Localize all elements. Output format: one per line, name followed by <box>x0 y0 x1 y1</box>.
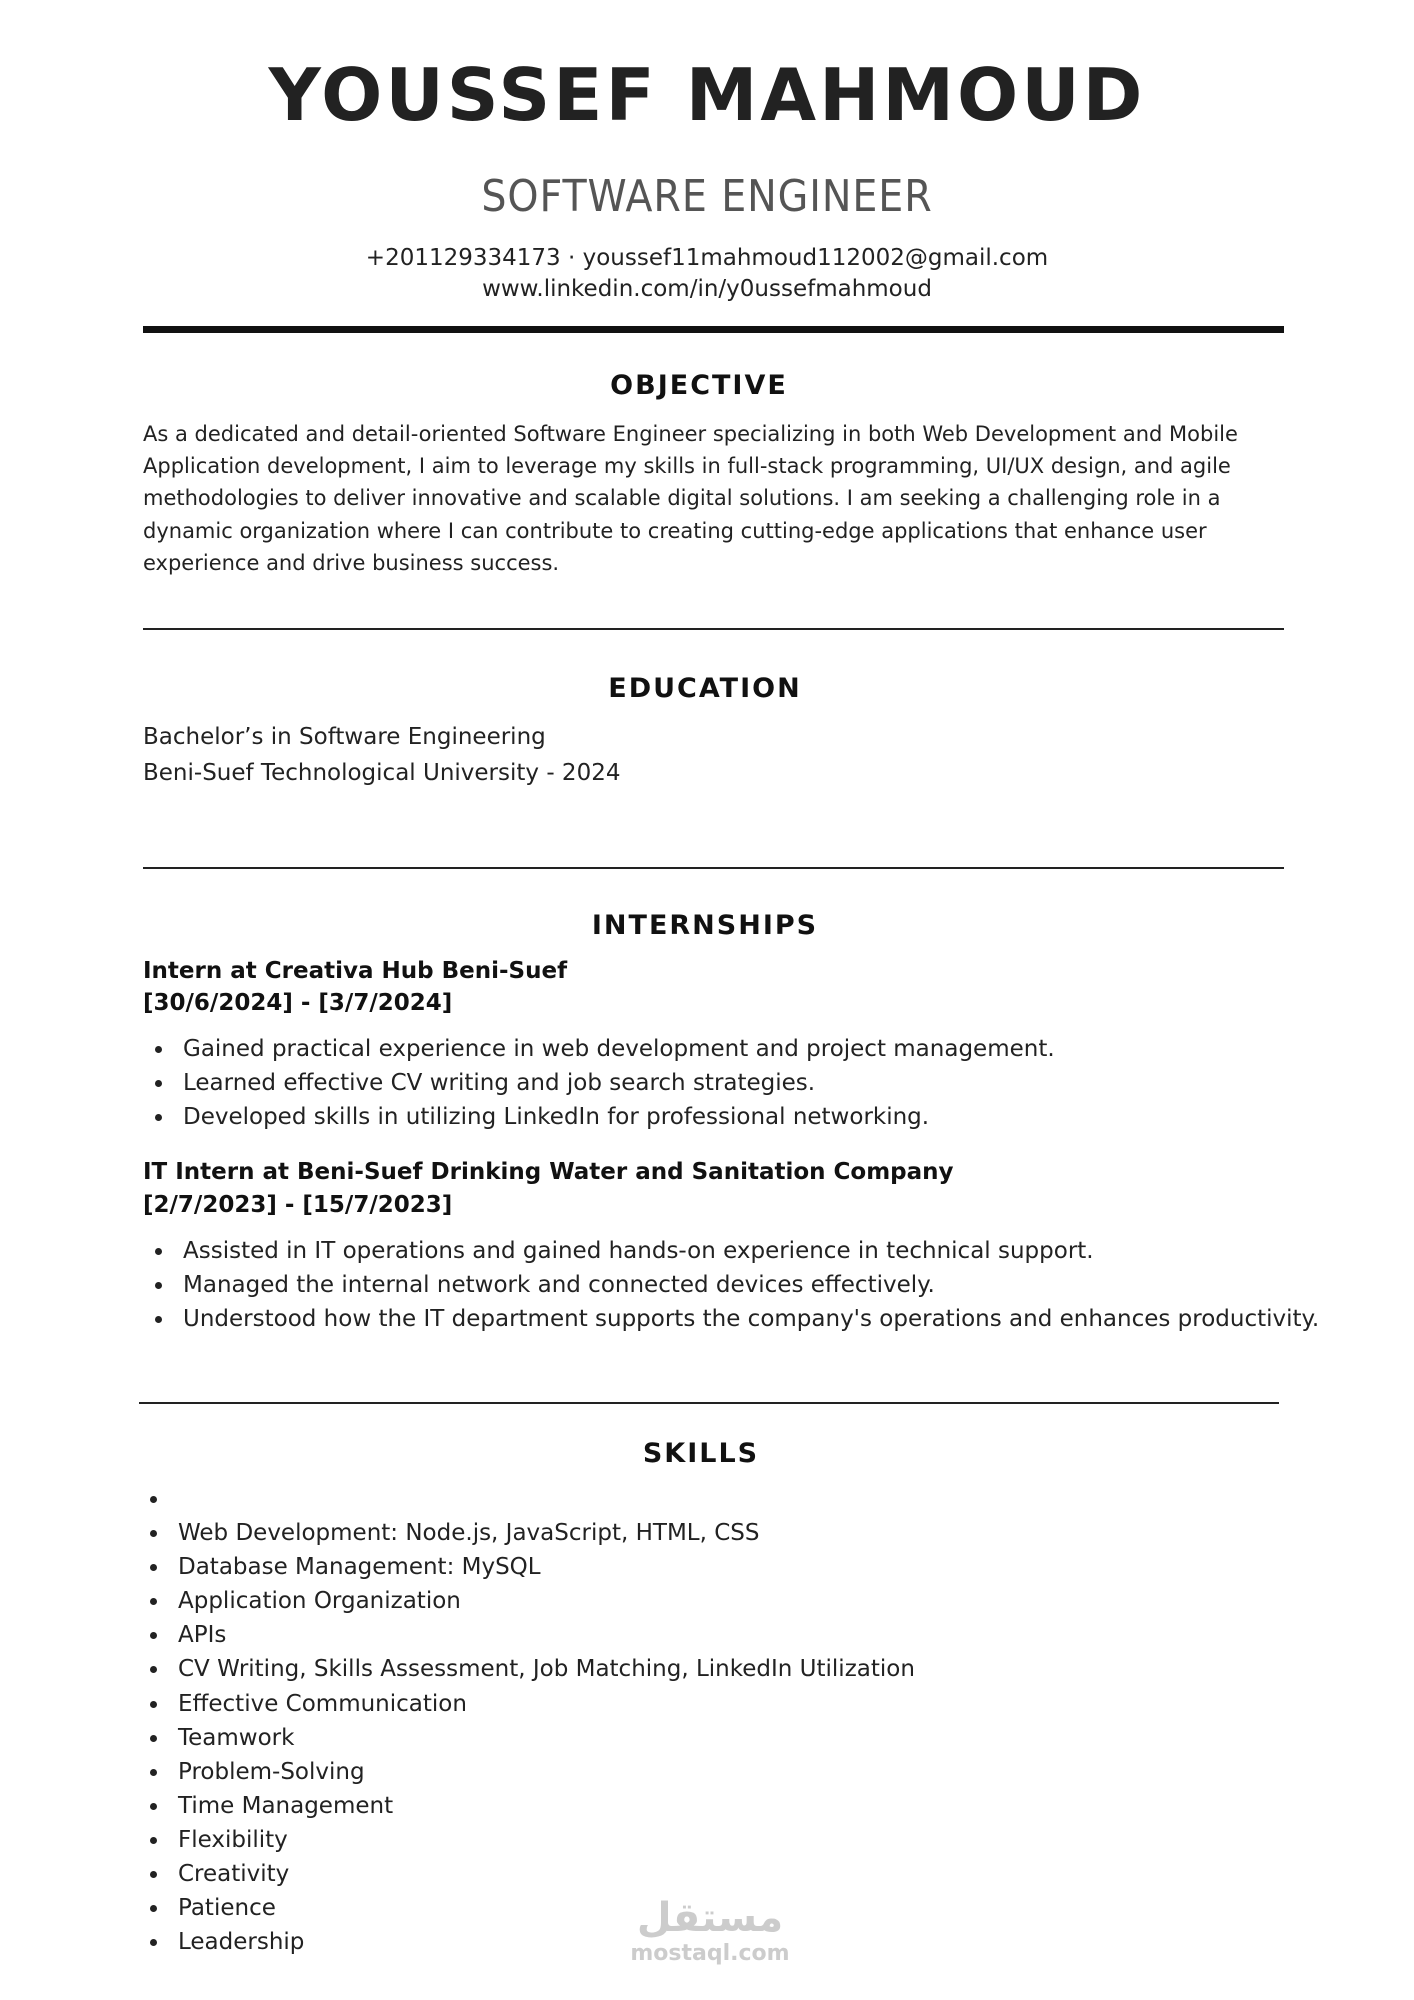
watermark-text: mostaql.com <box>630 1941 790 1966</box>
list-item: Developed skills in utilizing LinkedIn for professional networking. <box>143 1100 1055 1134</box>
list-item: Effective Communication <box>138 1687 915 1721</box>
internship-dates: [30/6/2024] - [3/7/2024] <box>143 990 453 1016</box>
section-divider <box>139 1402 1279 1404</box>
education-heading: EDUCATION <box>608 673 802 704</box>
objective-line: methodologies to deliver innovative and scalable digital solutions. I am seeking a challenging role in a <box>143 486 1221 511</box>
list-item: Managed the internal network and connected devices effectively. <box>143 1268 1319 1302</box>
objective-line: experience and drive business success. <box>143 550 560 575</box>
list-item: Flexibility <box>138 1823 915 1857</box>
bullet-dot <box>150 1837 157 1844</box>
list-item <box>138 1482 915 1516</box>
list-item: Creativity <box>138 1857 915 1891</box>
bullet-dot <box>150 1769 157 1776</box>
watermark-logo: مستقل <box>636 1895 784 1941</box>
internship-bullets <box>143 1032 1055 1134</box>
bullet-dot <box>155 1282 162 1289</box>
bullet-dot <box>150 1598 157 1605</box>
bullet-dot <box>155 1316 162 1323</box>
header-divider <box>143 326 1284 333</box>
objective-heading: OBJECTIVE <box>610 370 788 401</box>
list-item: Problem-Solving <box>138 1755 915 1789</box>
contact-linkedin: www.linkedin.com/in/y0ussefmahmoud <box>482 276 932 302</box>
list-item: Web Development: Node.js, JavaScript, HTML, CSS <box>138 1516 915 1550</box>
internship-bullets <box>143 1234 1319 1336</box>
bullet-dot <box>150 1735 157 1742</box>
bullet-dot <box>150 1871 157 1878</box>
list-item: Database Management: MySQL <box>138 1550 915 1584</box>
candidate-name: YOUSSEF MAHMOUD <box>268 53 1146 137</box>
bullet-dot <box>150 1632 157 1639</box>
mostaql-watermark <box>620 1895 800 1967</box>
job-title: SOFTWARE ENGINEER <box>481 171 933 222</box>
list-item: CV Writing, Skills Assessment, Job Matching, LinkedIn Utilization <box>138 1652 915 1686</box>
education-degree: Bachelor’s in Software Engineering <box>143 724 546 750</box>
bullet-dot <box>150 1905 157 1912</box>
contact-phone-email: +201129334173 · youssef11mahmoud112002@gmail.com <box>365 245 1049 271</box>
list-item: Application Organization <box>138 1584 915 1618</box>
skills-list <box>138 1482 915 1959</box>
bullet-dot <box>150 1701 157 1708</box>
internship-dates: [2/7/2023] - [15/7/2023] <box>143 1192 453 1218</box>
list-item: Assisted in IT operations and gained hands-on experience in technical support. <box>143 1234 1319 1268</box>
section-divider <box>143 867 1284 869</box>
bullet-dot <box>155 1080 162 1087</box>
objective-text <box>143 418 1284 579</box>
internship-title: Intern at Creativa Hub Beni-Suef <box>143 958 568 984</box>
list-item: Learned effective CV writing and job search strategies. <box>143 1066 1055 1100</box>
bullet-dot <box>150 1666 157 1673</box>
objective-line: dynamic organization where I can contribute to creating cutting-edge applications that enhance user <box>143 518 1207 543</box>
list-item: Patience <box>138 1891 915 1925</box>
internships-heading: INTERNSHIPS <box>591 910 819 941</box>
list-item: Teamwork <box>138 1721 915 1755</box>
list-item: Leadership <box>138 1925 915 1959</box>
list-item: Gained practical experience in web development and project management. <box>143 1032 1055 1066</box>
bullet-dot <box>150 1496 157 1503</box>
bullet-dot <box>150 1803 157 1810</box>
bullet-dot <box>155 1046 162 1053</box>
skills-heading: SKILLS <box>642 1438 760 1469</box>
list-item: APIs <box>138 1618 915 1652</box>
section-divider <box>143 628 1284 630</box>
objective-line: As a dedicated and detail-oriented Software Engineer specializing in both Web Development and Mobile <box>143 422 1238 446</box>
internship-title: IT Intern at Beni-Suef Drinking Water and Sanitation Company <box>143 1159 954 1185</box>
bullet-dot <box>155 1248 162 1255</box>
list-item: Understood how the IT department supports the company's operations and enhances productivity. <box>143 1302 1319 1336</box>
bullet-dot <box>150 1564 157 1571</box>
education-school: Beni-Suef Technological University - 2024 <box>143 760 621 786</box>
bullet-dot <box>150 1530 157 1537</box>
objective-line: Application development, I aim to leverage my skills in full-stack programming, UI/UX design, and agile <box>143 454 1231 479</box>
bullet-dot <box>155 1114 162 1121</box>
list-item: Time Management <box>138 1789 915 1823</box>
bullet-dot <box>150 1939 157 1946</box>
